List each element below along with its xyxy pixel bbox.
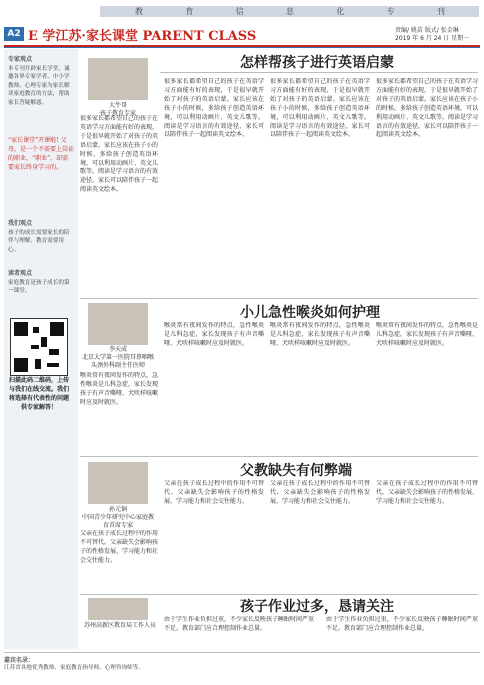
- page-tag: A2: [4, 27, 24, 41]
- article-father-col4: 父亲在孩子成长过程中的作用不可替代。父亲缺失会影响孩子的性格发展、学习能力和社会交往能力。: [376, 480, 478, 505]
- author3-caption: [80, 506, 156, 530]
- article-laryngitis-col2: 喉炎常有夜间发作的特点，急性喉炎是儿科急症，家长发现孩子有声音嘶哑、犬吠样咳嗽时应及时就医。: [164, 322, 264, 347]
- headline-homework: 孩子作业过多，恳请关注: [240, 599, 394, 615]
- article-english-col1: 很多家长都希望自己的孩子在英语学习方面能有好的表现，于是很早就开始了对孩子的英语启蒙。家长应该在孩子小的时候，多给孩子创造英语环境，可以利用动画片、英文儿歌等。阅读是学习语言的有效途径，家长可以陪伴孩子一起阅读英文绘本。: [80, 115, 158, 194]
- article-father-col1: 父亲在孩子成长过程中的作用不可替代。父亲缺失会影响孩子的性格发展、学习能力和社会交往能力。: [80, 530, 158, 564]
- sidebar-top-label: 专家观点: [8, 56, 33, 63]
- author4-caption: 苏州高新区教育局工作人员: [83, 622, 156, 629]
- author-role: 孩子教育专家: [99, 110, 136, 117]
- author-photo: [88, 462, 148, 504]
- editor-line: 责编/ 姚苗 版式/ 张金琳: [395, 27, 459, 34]
- motto-char: 刊: [436, 7, 445, 16]
- divider: [80, 298, 478, 299]
- masthead-rule-blue: [4, 47, 480, 48]
- article-father-col3: 父亲在孩子成长过程中的作用不可替代。父亲缺失会影响孩子的性格发展、学习能力和社会交往能力。: [270, 480, 370, 505]
- page-meta: [395, 27, 469, 43]
- author-photo: [88, 598, 148, 620]
- author-role: 中国青少年研究中心家庭教育首席专家: [81, 514, 154, 529]
- divider: [80, 456, 478, 457]
- headline-laryngitis: 小儿急性喉炎如何护理: [240, 305, 380, 321]
- motto-char: 信: [235, 7, 244, 16]
- article-laryngitis-col1: 喉炎常有夜间发作的特点，急性喉炎是儿科急症，家长发现孩子有声音嘶哑、犬吠样咳嗽时应及时就医。: [80, 372, 158, 406]
- sidebar-top-text: 本专刊开辟家长学堂，诚邀各界专家学者、中小学教师、心理专家为家长解读家庭教育的方法，帮助家长答疑解惑。: [8, 66, 70, 106]
- footer-label: 嘉宾名录：: [4, 657, 35, 664]
- page-title: E 学江苏·家长课堂 PARENT CLASS: [28, 29, 257, 44]
- article-english-col2: 很多家长都希望自己的孩子在英语学习方面能有好的表现，于是很早就开始了对孩子的英语启蒙。家长应该在孩子小的时候，多给孩子创造英语环境，可以利用动画片、英文儿歌等。阅读是学习语言的有效途径，家长可以陪伴孩子一起阅读英文绘本。: [164, 78, 264, 139]
- motto-char: 专: [386, 7, 395, 16]
- author-role: 北京大学第一医院耳鼻咽喉头颈外科副主任医师: [81, 354, 154, 369]
- motto-char: 息: [285, 7, 294, 16]
- article-english-col3: 很多家长都希望自己的孩子在英语学习方面能有好的表现，于是很早就开始了对孩子的英语启蒙。家长应该在孩子小的时候，多给孩子创造英语环境，可以利用动画片、英文儿歌等。阅读是学习语言的有效途径，家长可以陪伴孩子一起阅读英文绘本。: [270, 78, 370, 139]
- article-homework-col2: 由于学生作业负担过重，不少家长反映孩子睡眠时间严重不足。教育部门应合理控制作业总量。: [326, 616, 478, 632]
- article-laryngitis-col3: 喉炎常有夜间发作的特点，急性喉炎是儿科急症，家长发现孩子有声音嘶哑、犬吠样咳嗽时应及时就医。: [270, 322, 370, 347]
- divider: [80, 594, 478, 595]
- author2-caption: [80, 346, 156, 370]
- footer: [4, 652, 480, 682]
- sidebar-middle-label: 我们观点: [8, 220, 33, 227]
- footer-text: 江苏省各地优秀教师、家庭教育指导师、心理咨询师等。: [4, 665, 144, 671]
- sidebar-middle-block: [4, 218, 78, 256]
- qr-caption: 扫描此码二维码，上传与我们在线交流。我们将选择有代表性的问题供专家解答！: [8, 377, 69, 411]
- article-father-col2: 父亲在孩子成长过程中的作用不可替代。父亲缺失会影响孩子的性格发展、学习能力和社会交往能力。: [164, 480, 264, 505]
- author-photo: [88, 303, 148, 345]
- motto-char: 教: [135, 7, 143, 16]
- article-laryngitis-col4: 喉炎常有夜间发作的特点，急性喉炎是儿科急症，家长发现孩子有声音嘶哑、犬吠样咳嗽时应及时就医。: [376, 322, 478, 347]
- motto-char: 化: [336, 7, 345, 16]
- sidebar-quote-text: “家长课堂”开课啦! 父母，是一个不需要上岗证的职业，“职业”，却需要家长终身学习的。: [8, 137, 75, 171]
- sidebar-bottom-text: 家庭教育是孩子成长的第一课堂。: [8, 280, 70, 295]
- divider: [160, 72, 478, 73]
- sidebar-quote: [4, 134, 78, 174]
- article-homework-col1: 由于学生作业负担过重，不少家长反映孩子睡眠时间严重不足。教育部门应合理控制作业总量。: [164, 616, 314, 632]
- motto: [135, 6, 445, 17]
- sidebar-bottom-block: [4, 268, 78, 298]
- author-name: 大牛哥: [108, 102, 127, 109]
- author-name: 李天成: [108, 346, 127, 353]
- qr-code[interactable]: [10, 318, 68, 376]
- headline-english: 怎样帮孩子进行英语启蒙: [240, 55, 394, 71]
- headline-father: 父教缺失有何弊端: [240, 463, 352, 479]
- author-name: 孙元铜: [108, 506, 127, 513]
- author-photo: [88, 58, 148, 100]
- motto-char: 育: [185, 7, 194, 16]
- sidebar-middle-text: 孩子的成长需要家长的陪伴与理解，教育需要用心。: [8, 230, 70, 253]
- article-english-col4: 很多家长都希望自己的孩子在英语学习方面能有好的表现，于是很早就开始了对孩子的英语启蒙。家长应该在孩子小的时候，多给孩子创造英语环境，可以利用动画片、英文儿歌等。阅读是学习语言的有效途径，家长可以陪伴孩子一起阅读英文绘本。: [376, 78, 478, 139]
- sidebar-bottom-label: 读者观点: [8, 270, 33, 277]
- date-line: 2019 年 6 月 24 日 星期一: [395, 35, 470, 42]
- sidebar-top-block: [4, 54, 78, 109]
